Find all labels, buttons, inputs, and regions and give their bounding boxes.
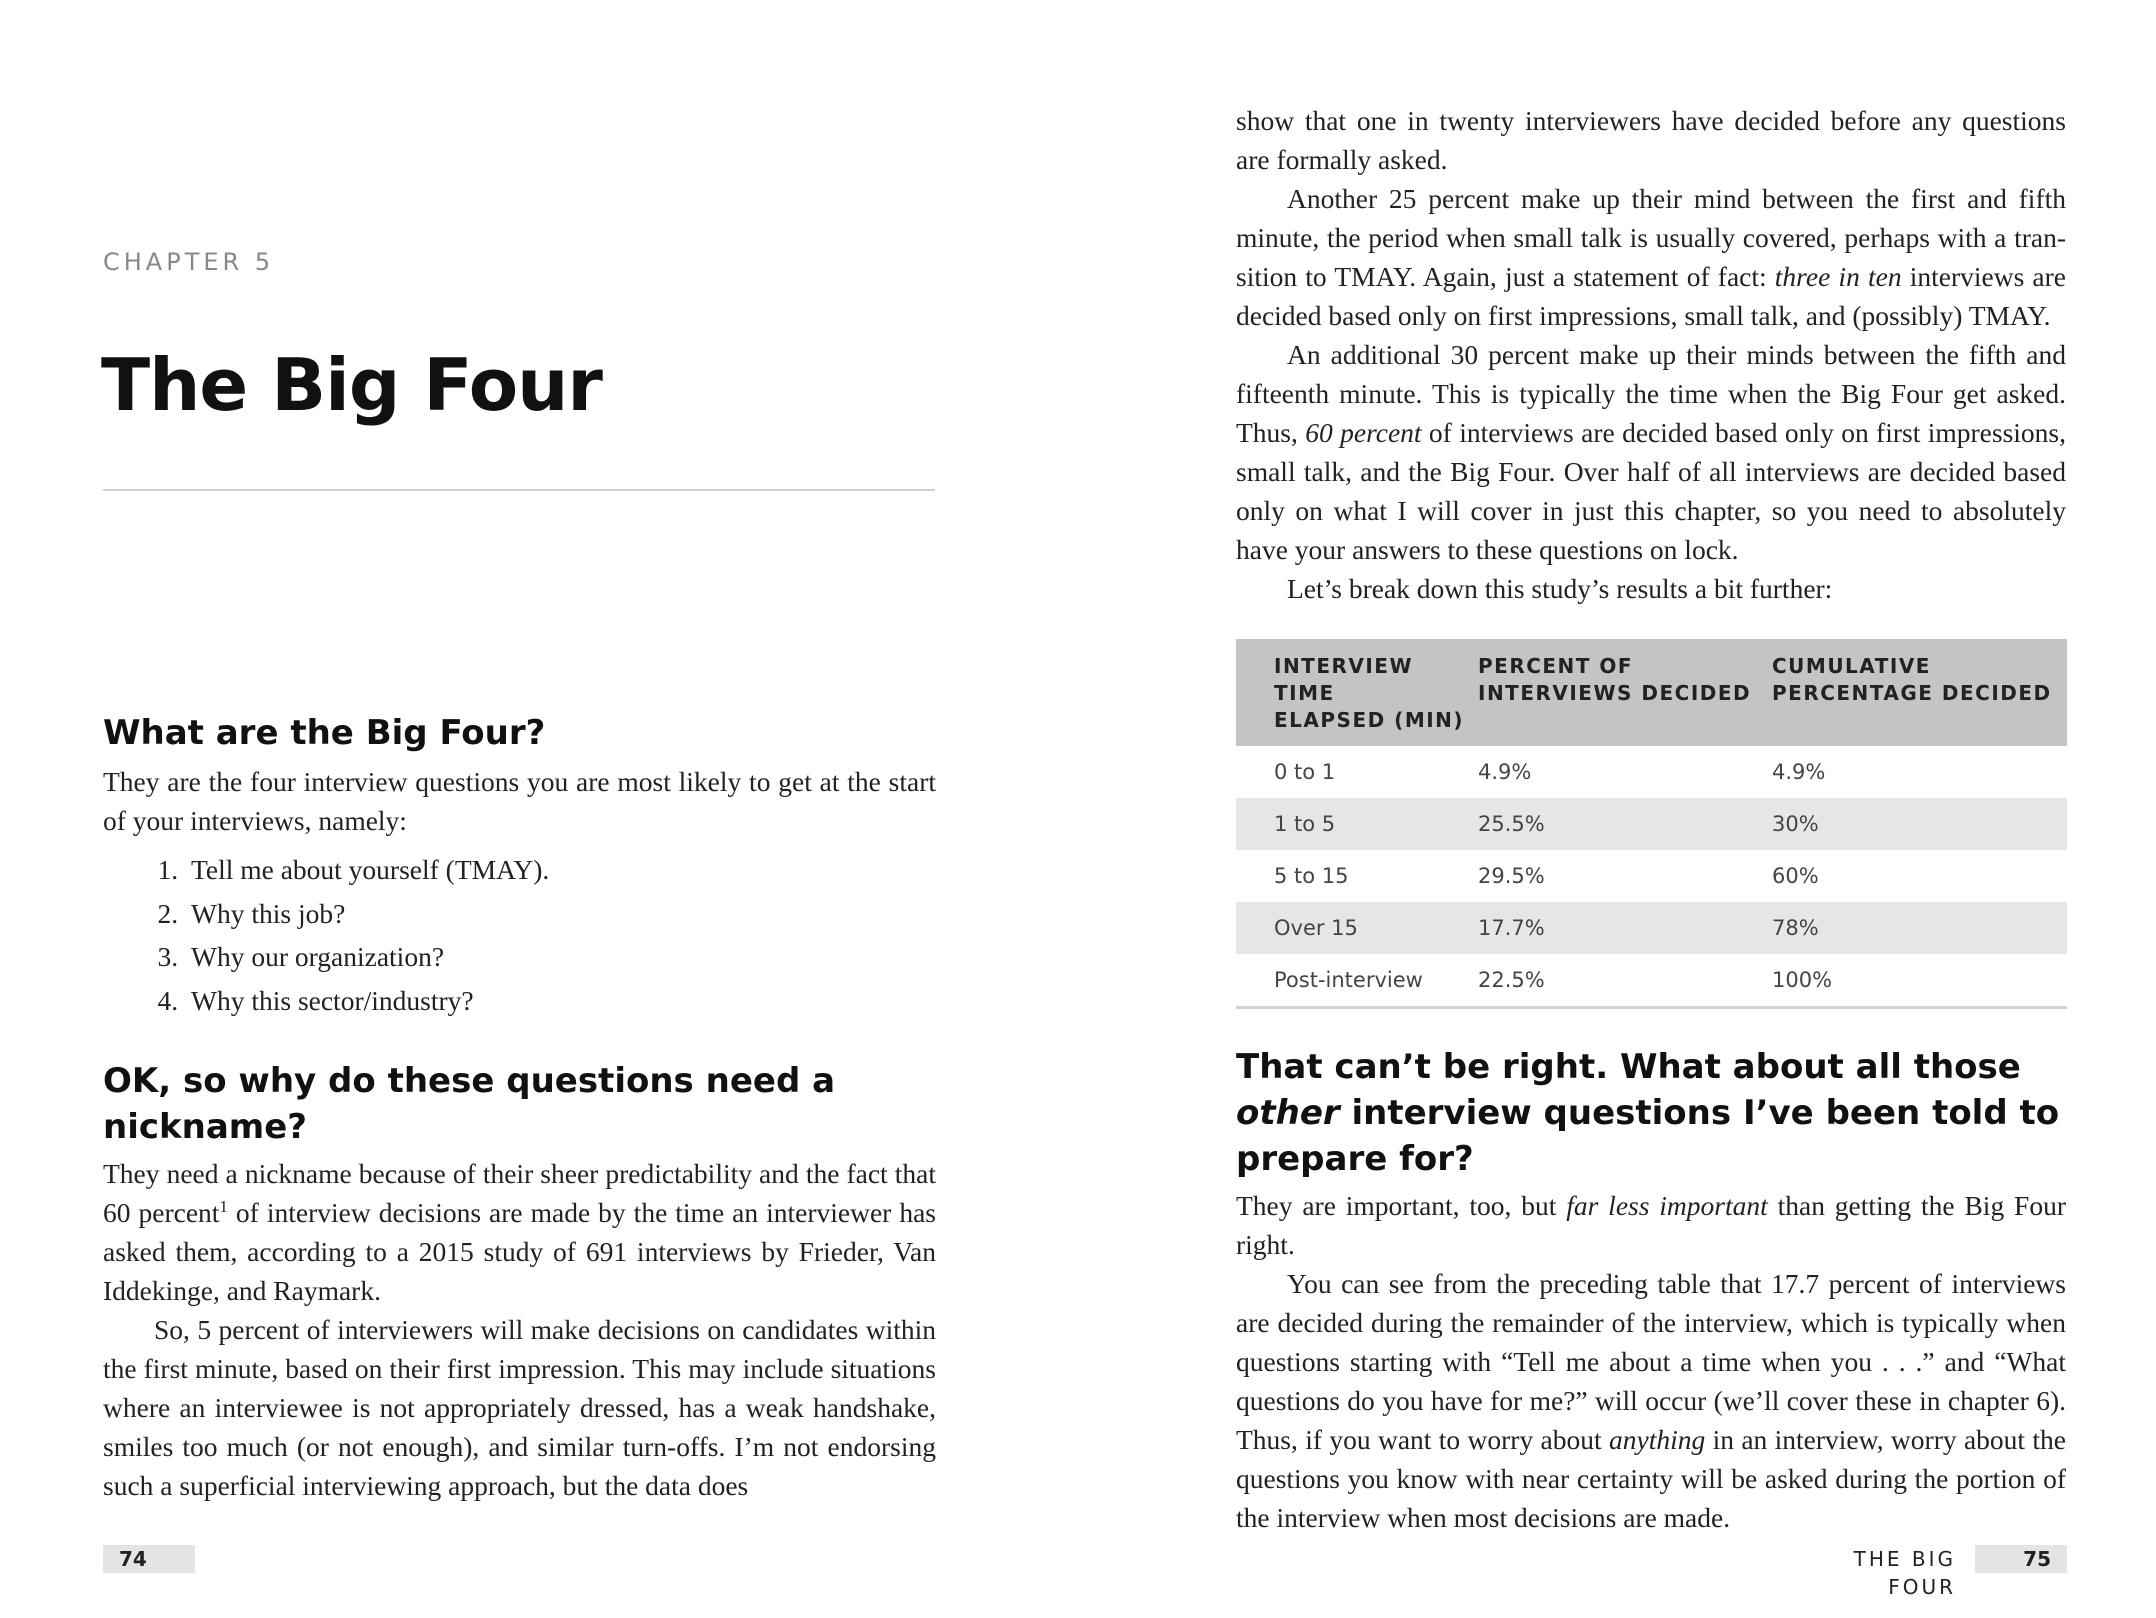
column-header: CUMULATIVE PERCENTAGE DECIDED bbox=[1772, 639, 2067, 746]
text-run: An additional 30 percent make up their minds between the fifth and fifteenth minute. This is typically the time when the Big Four get asked. Thus, bbox=[1236, 339, 2066, 448]
text-run: in an interview, worry about the questions you know with near certainty will be asked during the portion of the interview when most decisions are made. bbox=[1236, 1424, 2067, 1533]
paragraph bbox=[1236, 335, 2066, 569]
text-run: of interviews are decided based only on first impressions, small talk, and the Big Four. Over half of all interviews are decided based only on what I will cover in just this chapter, so you need to absolutely have your answers to these questions on lock. bbox=[1236, 417, 2066, 565]
list-item: 1. Tell me about yourself (TMAY). bbox=[185, 848, 936, 892]
list-item: 3. Why our organization? bbox=[185, 935, 936, 979]
table-cell: 5 to 15 bbox=[1274, 864, 1349, 888]
table-row bbox=[1236, 902, 2067, 954]
text-run: interviews are decided based only on first impressions, small talk, and (possibly) TMAY. bbox=[1236, 261, 2066, 331]
page-number: 74 bbox=[103, 1545, 195, 1573]
paragraph bbox=[1236, 1186, 2066, 1264]
running-head: THE BIG FOUR bbox=[1853, 1547, 1956, 1599]
text-run: than getting the Big Four right. bbox=[1236, 1190, 2066, 1260]
table-cell: 29.5% bbox=[1478, 864, 1545, 888]
table-cell: 0 to 1 bbox=[1274, 760, 1336, 784]
emphasis: anything bbox=[1609, 1424, 1706, 1455]
section-nickname bbox=[103, 1058, 936, 1505]
paragraph: They are the four interview questions you are most likely to get at the start of your interviews, namely: bbox=[103, 766, 936, 836]
table-cell: 100% bbox=[1772, 954, 2067, 1008]
chapter-title: The Big Four bbox=[101, 343, 602, 427]
table-cell: 60% bbox=[1772, 864, 1819, 888]
title-divider bbox=[103, 489, 935, 491]
text-run: Another 25 percent make up their mind between the first and fifth minute, the period when small talk is usually covered, perhaps with a transition to TMAY. Again, just a statement of fact: bbox=[1236, 183, 2066, 292]
right-page bbox=[1078, 0, 2156, 1618]
text-run: They need a nickname because of their sheer predictability and the fact that 60 percent bbox=[103, 1158, 936, 1228]
table-cell: 4.9% bbox=[1772, 760, 1826, 784]
table-cell: Over 15 bbox=[1236, 902, 1478, 954]
interview-decision-table bbox=[1236, 639, 2067, 1009]
section-heading: That can’t be right. What about all those other interview questions I’ve been told to prepare for? bbox=[1236, 1047, 2060, 1179]
page-number: 75 bbox=[1975, 1545, 2067, 1573]
list-item: 2. Why this job? bbox=[185, 892, 936, 936]
emphasis: far less important bbox=[1566, 1190, 1768, 1221]
emphasis: three in ten bbox=[1774, 261, 1902, 292]
text-run: They are important, too, but bbox=[1236, 1190, 1567, 1221]
table-cell: 4.9% bbox=[1478, 760, 1532, 784]
text-run: of interview decisions are made by the time an interviewer has asked them, according to a 2015 study of 691 interviews by Frieder, Van Iddekinge, and Raymark. bbox=[103, 1197, 936, 1306]
column-header: PERCENT OF INTERVIEWS DECIDED bbox=[1478, 639, 1772, 746]
footnote-ref[interactable]: 1 bbox=[219, 1196, 228, 1216]
column-header: INTERVIEW TIME ELAPSED (MIN) bbox=[1236, 639, 1478, 746]
paragraph bbox=[1236, 1264, 2066, 1537]
emphasis: 60 percent bbox=[1305, 417, 1422, 448]
table-cell: 17.7% bbox=[1478, 902, 1772, 954]
table-row bbox=[1236, 798, 2067, 850]
table-cell: 22.5% bbox=[1478, 954, 1772, 1008]
table-row bbox=[1236, 850, 2067, 902]
list-item: 4. Why this sector/industry? bbox=[185, 979, 936, 1023]
table-row bbox=[1236, 746, 2067, 798]
section-big-four bbox=[103, 710, 936, 1022]
paragraph bbox=[103, 1154, 936, 1310]
table-cell: 25.5% bbox=[1478, 798, 1772, 850]
paragraph: show that one in twenty interviewers have decided before any questions are formally asked. bbox=[1236, 105, 2066, 175]
chapter-label: CHAPTER 5 bbox=[103, 248, 275, 276]
section-heading: What are the Big Four? bbox=[103, 713, 546, 753]
emphasis: other bbox=[1236, 1093, 1340, 1133]
text-run: You can see from the preceding table that 17.7 percent of interviews are decided during the remainder of the interview, which is typically when questions starting with “Tell me about a time when you . . .” and “What questions do you have for me?” will occur (we’ll cover these in chapter 6). Thus, if you want to worry about bbox=[1236, 1268, 2066, 1455]
continued-text bbox=[1236, 101, 2066, 608]
table-row bbox=[1236, 954, 2067, 1008]
paragraph: Let’s break down this study’s results a bit further: bbox=[1287, 573, 1833, 604]
section-other-questions bbox=[1236, 1044, 2066, 1537]
paragraph bbox=[1236, 179, 2066, 335]
table-cell: 78% bbox=[1772, 902, 2067, 954]
table-header-row bbox=[1236, 639, 2067, 746]
big-four-list bbox=[103, 848, 936, 1022]
table-cell: 1 to 5 bbox=[1236, 798, 1478, 850]
table-cell: 30% bbox=[1772, 798, 2067, 850]
paragraph: So, 5 percent of interviewers will make decisions on candidates within the first minute, based on their first impression. This may include situations where an interviewee is not appropriately dressed, has a weak handshake, smiles too much (or not enough), and similar turn-offs. I’m not endorsing such a superficial interviewing approach, but the data does bbox=[103, 1314, 936, 1501]
section-heading: OK, so why do these questions need a nickname? bbox=[103, 1061, 836, 1147]
table-cell: Post-interview bbox=[1236, 954, 1478, 1008]
